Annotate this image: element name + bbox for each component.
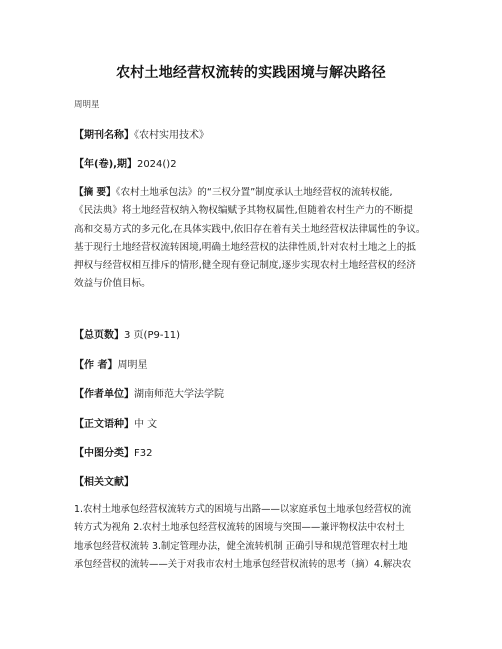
author-label: 【作 者】: [74, 360, 118, 371]
journal-value: 《农村实用技术》: [134, 130, 209, 141]
references-list: [74, 501, 434, 574]
affiliation-label: 【作者单位】: [74, 389, 134, 400]
author-value: 周明星: [117, 360, 148, 371]
pages-value: 3 页(P9-11): [124, 330, 181, 341]
classification-field: [74, 444, 152, 459]
pages-label: 【总页数】: [74, 330, 124, 341]
references-label: 【相关文献】: [74, 477, 134, 488]
reference-line: 地承包经营权流转 3.制定管理办法，健全流转机制 正确引导和规范管理农村土地: [74, 540, 408, 552]
reference-line: 转方式为视角 2.农村土地承包经营权流转的困境与突围——兼评物权法中农村土: [74, 522, 405, 534]
journal-label: 【期刊名称】: [74, 130, 134, 141]
references-heading: [74, 473, 134, 488]
abstract-label: 【摘 要】: [74, 187, 116, 198]
reference-line: 承包经营权的流转——关于对我市农村土地承包经营权流转的思考（摘）4.解决农: [74, 558, 412, 570]
reference-line: 1.农村土地承包经营权流转方式的困境与出路——以家庭承包土地承包经营权的流: [74, 504, 412, 515]
issue-value: 2024()2: [136, 159, 177, 170]
document-title: 农村土地经营权流转的实践困境与解决路径: [116, 65, 386, 81]
abstract-line: 基于现行土地经营权流转困境,明确土地经营权的法律性质,针对农村土地之上的抵: [74, 241, 416, 253]
abstract-line: [74, 184, 434, 202]
affiliation-field: [74, 385, 224, 400]
author-line: 周明星: [74, 100, 100, 110]
abstract: [74, 184, 434, 294]
abstract-text: 《农村土地承包法》的“三权分置”制度承认土地经营权的流转权能,: [115, 187, 393, 198]
language-label: 【正文语种】: [74, 419, 134, 430]
language-value: 中 文: [134, 419, 158, 430]
abstract-line: 高和交易方式的多元化,在具体实践中,依旧存在着有关土地经营权法律属性的争议。: [74, 223, 426, 235]
pages-field: [74, 326, 180, 341]
issue-label: 【年(卷),期】: [74, 159, 137, 170]
abstract-line: 效益与价值目标。: [74, 278, 151, 290]
classification-value: F32: [134, 448, 153, 459]
abstract-line: 押权与经营权相互排斥的情形,健全现有登记制度,逐步实现农村土地经营权的经济: [74, 260, 416, 272]
issue-field: [74, 155, 177, 170]
abstract-line: 《民法典》将土地经营权纳入物权编赋予其物权属性,但随着农村生产力的不断提: [74, 205, 413, 217]
affiliation-value: 湖南师范大学法学院: [134, 389, 224, 400]
journal-field: [74, 126, 209, 141]
author-field: [74, 356, 147, 371]
classification-label: 【中图分类】: [74, 448, 134, 459]
language-field: [74, 415, 157, 430]
